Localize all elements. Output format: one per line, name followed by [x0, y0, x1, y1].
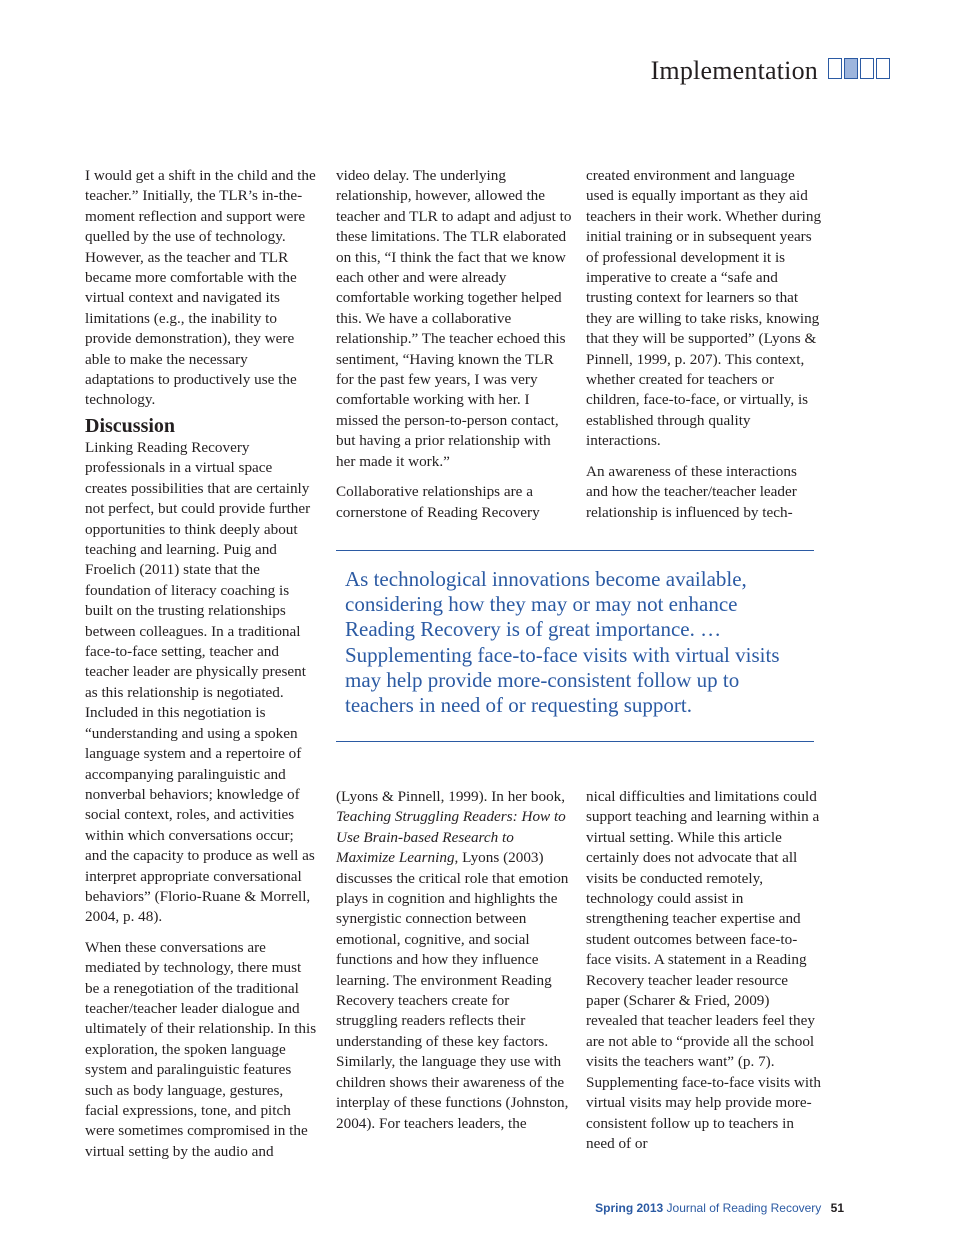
- paragraph: When these conversations are mediated by technology, there must be a renegotiation of the traditional teacher/teacher leader dialogue and ultimately of their relationship. In this exploration, the spoken language system and paralinguistic features such as body language, gestures, facial expressions, tone, and pitch were sometimes compromised in the virtual setting by the audio and: [85, 938, 317, 1160]
- decor-box: [860, 58, 874, 79]
- decor-box: [828, 58, 842, 79]
- paragraph: nical difficulties and limitations could support teaching and learning within a virtual setting. While this article certainly does not advocate that all visits be conducted remotely, technology could assist in strengthening teacher expertise and student outcomes between face-to-face visits. A statement in a Reading Recovery teacher leader resource paper (Scharer & Fried, 2009) revealed that teacher leaders feel they are not able to “provide all the school visits the teachers want” (p. 7). Supplementing face-to-face visits with virtual visits may help provide more-consistent follow up to teachers in need of or: [586, 788, 821, 1152]
- decor-box: [876, 58, 890, 79]
- book-title: Teaching Struggling Readers: How to Use Brain-based Research to Maximize Learning: [336, 808, 566, 867]
- pull-quote: [336, 550, 814, 742]
- section-title: Implementation: [650, 56, 818, 85]
- decor-box-filled: [844, 58, 858, 79]
- column-3-upper: [586, 166, 822, 523]
- page-footer: [595, 1201, 844, 1215]
- header-decoration: [828, 58, 892, 79]
- paragraph: video delay. The underlying relationship, however, allowed the teacher and TLR to adapt and adjust to these limitations. The TLR elaborated on this, “I think the fact that we know each other and were already comfortable working together helped this. We have a collaborative relationship.” The teacher echoed this sentiment, “Having known the TLR for the past few years, I was very comfortable working with her. I missed the person-to-person contact, but having a prior relationship with her made it work.”: [336, 167, 572, 470]
- paragraph: I would get a shift in the child and the teacher.” Initially, the TLR’s in-the-moment reflection and support were quelled by the use of technology. However, as the teacher and TLR became more comfortable with the virtual context and navigated its limitations (e.g., the inability to provide demonstration), they were able to make the necessary adaptations to productively use the technology.: [85, 167, 316, 409]
- column-2-upper: [336, 166, 572, 523]
- citation-text: (Lyons & Pinnell, 1999). In her book,: [336, 788, 566, 805]
- paragraph: Collaborative relationships are a cornerstone of Reading Recovery: [336, 483, 540, 521]
- page-number: 51: [830, 1201, 844, 1215]
- issue-season: Spring 2013: [595, 1201, 664, 1215]
- paragraph: [336, 787, 572, 1134]
- column-1-lower: [85, 414, 317, 1162]
- section-heading: Discussion: [85, 415, 176, 437]
- paragraph: Linking Reading Recovery professionals in a virtual space creates possibilities that are certainly not perfect, but could provide further opportunities to think deeply about teaching and learning. Puig and Froelich (2011) state that the foundation of literacy coaching is built on the trusting relationships between colleagues. In a traditional face-to-face setting, teacher and teacher leader are physically present as this relationship is negotiated. Included in this negotiation is “understanding and using a spoken language system and a repertoire of accompanying paralinguistic and nonverbal behaviors; knowledge of social context, roles, and activities within which conversations occur; and the capacity to produce as well as interpret appropriate conversational behaviors” (Florio-Ruane & Morrell, 2004, p. 48).: [85, 439, 315, 926]
- column-3-lower: [586, 787, 822, 1154]
- journal-name: Journal of Reading Recovery: [666, 1201, 822, 1215]
- paragraph: An awareness of these interactions and how the teacher/teacher leader relationship is influenced by tech-: [586, 462, 797, 521]
- pull-quote-text: As technological innovations become available, considering how they may or may not enhance Reading Recovery is of great importance. … Supplementing face-to-face visits with virtual visits may help provide more-consistent follow up to teachers in need of or requesting support.: [345, 567, 780, 718]
- paragraph-text: , Lyons (2003) discusses the critical role that emotion plays in cognition and highlights the synergistic connection between emotional, cognitive, and social functions and how they influence learning. The environment Reading Recovery teachers create for struggling readers reflects their understanding of these key factors. Similarly, the language they use with children shows their awareness of the interplay of these functions (Johnston, 2004). For teachers leaders, the: [336, 849, 569, 1132]
- paragraph: created environment and language used is equally important as they aid teachers in their work. Whether during initial training or in subsequent years of professional development it is imperative to create a “safe and trusting context for learners so that they are willing to take risks, knowing that they will be supported” (Lyons & Pinnell, 1999, p. 207). This context, whether created for teachers or children, face-to-face, or virtually, is established through quality interactions.: [586, 167, 822, 450]
- column-1-upper: [85, 166, 317, 411]
- column-2-lower: [336, 787, 572, 1134]
